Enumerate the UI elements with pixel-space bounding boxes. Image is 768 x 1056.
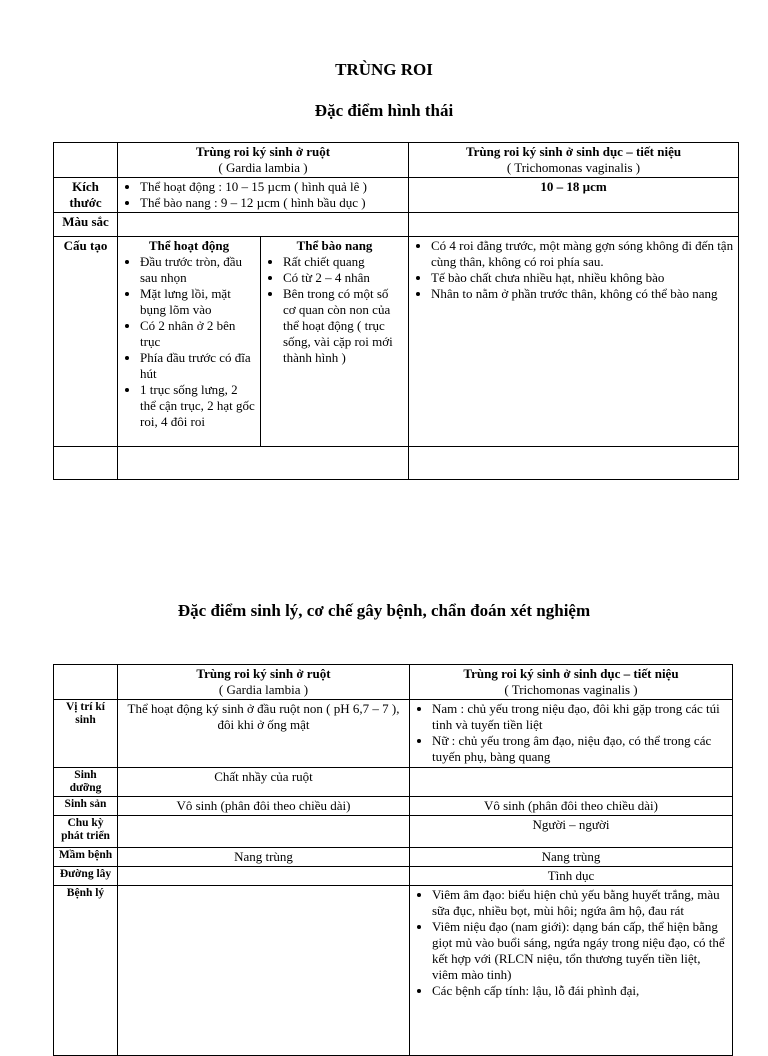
transmission-uro-cell: Tình dục bbox=[410, 867, 733, 886]
active-form-header: Thể hoạt động bbox=[148, 238, 230, 253]
cyst-form-item: • Rất chiết quang bbox=[283, 254, 404, 270]
row-label-pathogen: Mầm bệnh bbox=[54, 848, 118, 867]
header-uro bbox=[409, 143, 739, 178]
cyst-form-header: Thể bào nang bbox=[296, 238, 373, 253]
color-gut-cell bbox=[118, 213, 409, 237]
header-gut-title: Trùng roi ký sinh ở ruột bbox=[196, 666, 331, 681]
cyst-form-cell bbox=[261, 237, 409, 447]
header-gut-species: ( Gardia lambia ) bbox=[218, 682, 309, 697]
section-title-physiology: Đặc điểm sinh lý, cơ chế gây bệnh, chẩn đoán xét nghiệm bbox=[177, 601, 591, 620]
header-gut-species: ( Gardia lambia ) bbox=[218, 160, 308, 175]
size-gut-cell bbox=[118, 178, 409, 213]
row-label-pathology: Bệnh lý bbox=[54, 886, 118, 1056]
reproduction-gut-cell: Vô sinh (phân đôi theo chiều dài) bbox=[118, 797, 410, 816]
document-title: TRÙNG ROI bbox=[335, 60, 433, 79]
reproduction-uro-cell: Vô sinh (phân đôi theo chiều dài) bbox=[410, 797, 733, 816]
pathology-uro-item: • Các bệnh cấp tính: lậu, lỗ đái phình đại, bbox=[432, 983, 728, 999]
pathogen-uro-cell: Nang trùng bbox=[410, 848, 733, 867]
row-label-transmission: Đường lây bbox=[54, 867, 118, 886]
active-form-cell bbox=[118, 237, 261, 447]
row-label-structure: Cấu tạo bbox=[54, 237, 118, 447]
habitat-uro-item: • Nữ : chủ yếu trong âm đạo, niệu đạo, có thể trong các tuyến phụ, bàng quang bbox=[432, 733, 728, 765]
structure-uro-item: • Tế bào chất chưa nhiều hạt, nhiều không bào bbox=[431, 270, 734, 286]
row-label-habitat: Vị trí kí sinh bbox=[54, 700, 118, 768]
pathology-gut-cell bbox=[118, 886, 410, 1056]
cyst-form-item: • Bên trong có một số cơ quan còn non của thể hoạt động ( trục sống, vài cặp roi mới thành hình ) bbox=[283, 286, 404, 366]
nutrition-gut-cell: Chất nhầy của ruột bbox=[118, 768, 410, 797]
row-label-color: Màu sắc bbox=[54, 213, 118, 237]
lifecycle-uro-cell: Người – người bbox=[410, 816, 733, 848]
row-label-reproduction: Sinh sản bbox=[54, 797, 118, 816]
color-uro-cell bbox=[409, 213, 739, 237]
active-form-item: • Phía đầu trước có đĩa hút bbox=[140, 350, 256, 382]
active-form-item: • Có 2 nhân ở 2 bên trục bbox=[140, 318, 256, 350]
header-empty-cell bbox=[54, 143, 118, 178]
size-gut-item: • Thể bào nang : 9 – 12 µcm ( hình bầu dục ) bbox=[140, 195, 404, 211]
structure-uro-cell bbox=[409, 237, 739, 447]
habitat-gut-cell: Thể hoạt động ký sinh ở đầu ruột non ( pH 6,7 – 7 ), đôi khi ở ống mật bbox=[118, 700, 410, 768]
nutrition-uro-cell bbox=[410, 768, 733, 797]
empty-cell bbox=[118, 447, 409, 480]
morphology-table bbox=[53, 142, 739, 480]
lifecycle-gut-cell bbox=[118, 816, 410, 848]
pathology-uro-cell bbox=[410, 886, 733, 1056]
transmission-gut-cell bbox=[118, 867, 410, 886]
header-uro-title: Trùng roi ký sinh ở sinh dục – tiết niệu bbox=[463, 666, 679, 681]
active-form-item: • Đầu trước tròn, đầu sau nhọn bbox=[140, 254, 256, 286]
header-uro-species: ( Trichomonas vaginalis ) bbox=[504, 682, 638, 697]
active-form-item: • Mặt lưng lồi, mặt bụng lõm vào bbox=[140, 286, 256, 318]
cyst-form-item: • Có từ 2 – 4 nhân bbox=[283, 270, 404, 286]
structure-uro-item: • Nhân to nằm ở phần trước thân, không có thể bào nang bbox=[431, 286, 734, 302]
size-uro-cell: 10 – 18 µcm bbox=[409, 178, 739, 213]
header-gut bbox=[118, 665, 410, 700]
pathology-uro-item: • Viêm âm đạo: biểu hiện chủ yếu bằng huyết trắng, màu sữa đục, nhiều bọt, mùi hôi; ngứa âm hộ, đau rát bbox=[432, 887, 728, 919]
row-label-lifecycle: Chu kỳ phát triển bbox=[54, 816, 118, 848]
pathology-uro-item: • Viêm niệu đạo (nam giới): dạng bán cấp, thể hiện bằng giọt mủ vào buổi sáng, ngứa ngáy trong niệu đạo, có thể kết hợp với (RLCN niệu, tổn thương tuyến tiền liệt, viêm mào tinh) bbox=[432, 919, 728, 983]
row-label-nutrition: Sinh dưỡng bbox=[54, 768, 118, 797]
active-form-item: • 1 trục sống lưng, 2 thể cận trục, 2 hạt gốc roi, 4 đôi roi bbox=[140, 382, 256, 430]
header-empty-cell bbox=[54, 665, 118, 700]
structure-uro-item: • Có 4 roi đằng trước, một màng gợn sóng không đi đến tận cùng thân, không có roi phía sau. bbox=[431, 238, 734, 270]
header-uro-title: Trùng roi ký sinh ở sinh dục – tiết niệu bbox=[465, 144, 682, 159]
section-title-morphology: Đặc điểm hình thái bbox=[314, 101, 454, 120]
empty-cell bbox=[54, 447, 118, 480]
header-gut bbox=[118, 143, 409, 178]
size-gut-item: • Thể hoạt động : 10 – 15 µcm ( hình quả lê ) bbox=[140, 179, 404, 195]
header-uro-species: ( Trichomonas vaginalis ) bbox=[506, 160, 641, 175]
empty-cell bbox=[409, 447, 739, 480]
physiology-table bbox=[53, 664, 733, 1056]
pathogen-gut-cell: Nang trùng bbox=[118, 848, 410, 867]
habitat-uro-item: • Nam : chủ yếu trong niệu đạo, đôi khi gặp trong các túi tinh và tuyến tiền liệt bbox=[432, 701, 728, 733]
habitat-uro-cell bbox=[410, 700, 733, 768]
row-label-size: Kích thước bbox=[54, 178, 118, 213]
header-gut-title: Trùng roi ký sinh ở ruột bbox=[195, 144, 331, 159]
header-uro bbox=[410, 665, 733, 700]
